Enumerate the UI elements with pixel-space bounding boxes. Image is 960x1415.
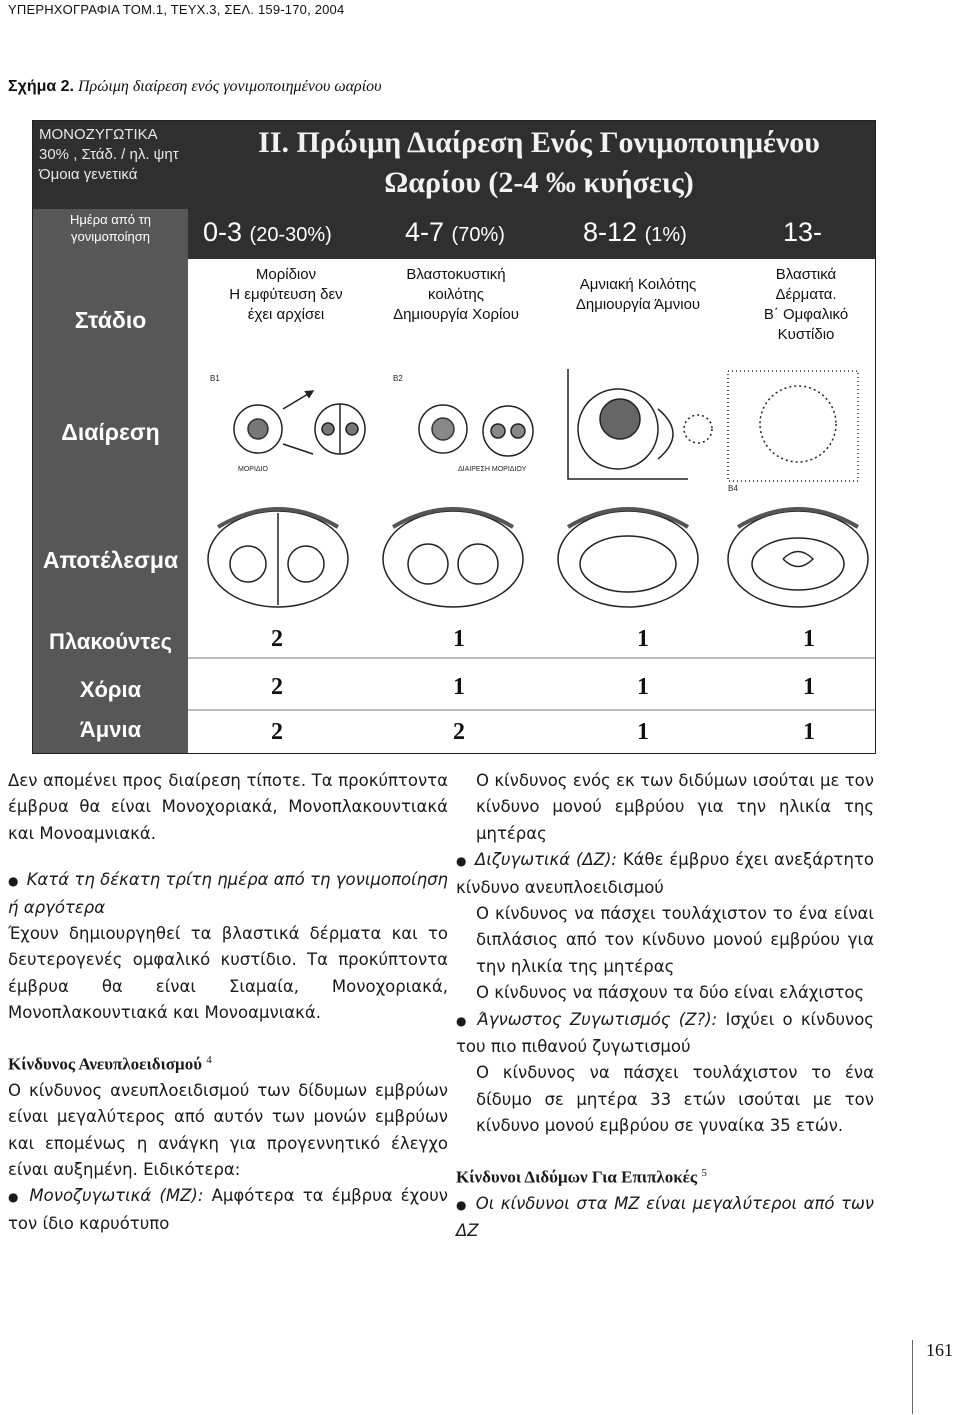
placentas-col2: 1 xyxy=(453,626,465,652)
label-morula: ΜΟΡΙΔΙΟ xyxy=(238,466,268,473)
left-bullet-1-text: Έχουν δημιουργηθεί τα βλαστικά δέρματα και το δευτερογενές ομφαλικό κυστίδιο. Τα προκύπτοντα έμβρυα θα είναι Σιαμαία, Μονοχοριακά, Μονοπλακουντιακά και Μονοαμνιακά. xyxy=(8,924,448,1023)
right-bullet-2: ● Άγνωστος Ζυγωτισμός (Ζ?): Ισχύει ο κίνδυνος του πιο πιθανού ζυγωτισμού xyxy=(456,1007,874,1061)
chorion-col3: 1 xyxy=(637,674,649,700)
counts-table xyxy=(188,611,875,753)
day-range-3: 8-12 (1%) xyxy=(583,217,687,247)
mz-line-1: ΜΟΝΟΖΥΓΩΤΙΚΑ xyxy=(39,126,158,143)
right-paragraph-3: Ο κίνδυνος να πάσχουν τα δύο είναι ελάχιστος xyxy=(476,983,865,1003)
page-number: 161 xyxy=(926,1340,953,1360)
chorion-col4: 1 xyxy=(803,674,815,700)
journal-header: ΥΠΕΡΗΧΟΓΡΑΦΙΑ ΤΟΜ.1, ΤΕΥΧ.3, ΣΕΛ. 159-170, 2004 xyxy=(8,2,345,17)
row-labels-column xyxy=(33,209,188,753)
day-range-2: 4-7 (70%) xyxy=(405,217,505,247)
embryo-diagrams xyxy=(188,259,875,611)
label-stage: Στάδιο xyxy=(74,307,147,333)
left-heading: Κίνδυνος Ανευπλοειδισμού $^4$ xyxy=(8,1053,212,1074)
left-bullet-2: ● Μονοζυγωτικά (ΜΖ): Αμφότερα τα έμβρυα έχουν τον ίδιο καρυότυπο xyxy=(8,1183,448,1237)
figure-header xyxy=(33,121,875,209)
right-heading: Κίνδυνοι Διδύμων Για Επιπλοκές $^5$ xyxy=(456,1166,707,1187)
mz-line-2: 30% , Στάδ. / ηλ. ψητ xyxy=(39,146,179,163)
label-amnion: Άμνια xyxy=(79,717,142,742)
stage-text-4: Βλαστικά Δέρματα. Β΄ Ομφαλικό Κυστίδιο xyxy=(763,266,849,343)
label-chorion: Χόρια xyxy=(79,677,142,702)
right-paragraph-2: Ο κίνδυνος να πάσχει τουλάχιστον το ένα είναι διπλάσιος από τον κίνδυνο μονού εμβρύου για την ηλικία της μητέρας xyxy=(476,904,874,976)
right-bullet-1: ● Διζυγωτικά (ΔΖ): Κάθε έμβρυο έχει ανεξάρτητο κίνδυνο ανευπλοειδισμού xyxy=(456,847,874,901)
placentas-col4: 1 xyxy=(803,626,815,652)
mz-line-3: Όμοια γενετικά xyxy=(39,166,138,183)
right-paragraph-4: Ο κίνδυνος να πάσχει τουλάχιστον το ένα δίδυμο σε μητέρα 33 ετών ισούται με τον κίνδυνο μονού εμβρύου σε γυναίκα 35 ετών. xyxy=(476,1063,874,1136)
page-number-rule xyxy=(912,1340,913,1414)
label-day: Ημέρα από τη γονιμοποίηση xyxy=(70,212,151,244)
label-division: Διαίρεση xyxy=(61,419,160,445)
label-b1: B1 xyxy=(210,374,220,383)
label-result: Αποτέλεσμα xyxy=(42,547,179,573)
left-text-column xyxy=(8,768,448,1237)
label-b2: B2 xyxy=(393,374,403,383)
amnion-col1: 2 xyxy=(271,719,283,745)
figure-early-division xyxy=(32,120,876,754)
figure-caption xyxy=(8,78,381,96)
caption-label: Σχήμα 2. xyxy=(8,78,74,95)
stage-text-1: Μορίδιον Η εμφύτευση δεν έχει αρχίσει xyxy=(229,266,343,323)
placentas-col3: 1 xyxy=(637,626,649,652)
chorion-col1: 2 xyxy=(271,674,283,700)
left-bullet-1-title: ● Κατά τη δέκατη τρίτη ημέρα από τη γονιμοποίηση ή αργότερα xyxy=(8,867,448,921)
label-placentas: Πλακούντες xyxy=(48,629,173,654)
right-text-column xyxy=(456,768,874,1245)
left-paragraph-1: Δεν απομένει προς διαίρεση τίποτε. Τα προκύπτοντα έμβρυα θα είναι Μονοχοριακά, Μονοπλακουντιακά και Μονοαμνιακά. xyxy=(8,771,448,843)
figure-title-line-1: ΙΙ. Πρώιμη Διαίρεση Ενός Γονιμοποιημένου xyxy=(258,126,820,159)
day-range-1: 0-3 (20-30%) xyxy=(203,217,332,247)
left-paragraph-2: Ο κίνδυνος ανευπλοειδισμού των δίδυμων εμβρύων είναι μεγαλύτερος από αυτόν των μονών εμβρύων και επομένως η ανάγκη για προγεννητικό έλεγχο είναι αυξημένη. Ειδικότερα: xyxy=(8,1080,448,1179)
amnion-col3: 1 xyxy=(637,719,649,745)
placentas-col1: 2 xyxy=(271,626,283,652)
stage-text-2: Βλαστοκυστική κοιλότης Δημιουργία Χορίου xyxy=(393,266,519,323)
figure-title-line-2: Ωαρίου (2-4 ‰ κυήσεις) xyxy=(384,166,694,199)
right-paragraph-1: Ο κίνδυνος ενός εκ των διδύμων ισούται με τον κίνδυνο μονού εμβρύου για την ηλικία της μητέρας xyxy=(476,771,874,843)
stage-text-3: Αμνιακή Κοιλότης Δημιουργία Άμνιου xyxy=(575,276,701,313)
figure-title xyxy=(203,123,875,203)
label-morula-split: ΔΙΑΙΡΕΣΗ ΜΟΡΙΔΙΟΥ xyxy=(458,466,527,473)
chorion-col2: 1 xyxy=(453,674,465,700)
amnion-col2: 2 xyxy=(453,719,465,745)
day-range-4: 13- xyxy=(783,217,823,247)
caption-text: Πρώιμη διαίρεση ενός γονιμοποιημένου ωαρίου xyxy=(78,78,382,95)
right-bullet-3: ● Οι κίνδυνοι στα ΜΖ είναι μεγαλύτεροι από των ΔΖ xyxy=(456,1191,874,1245)
monozygotic-box xyxy=(39,125,199,185)
label-b4: B4 xyxy=(728,484,738,493)
amnion-col4: 1 xyxy=(803,719,815,745)
